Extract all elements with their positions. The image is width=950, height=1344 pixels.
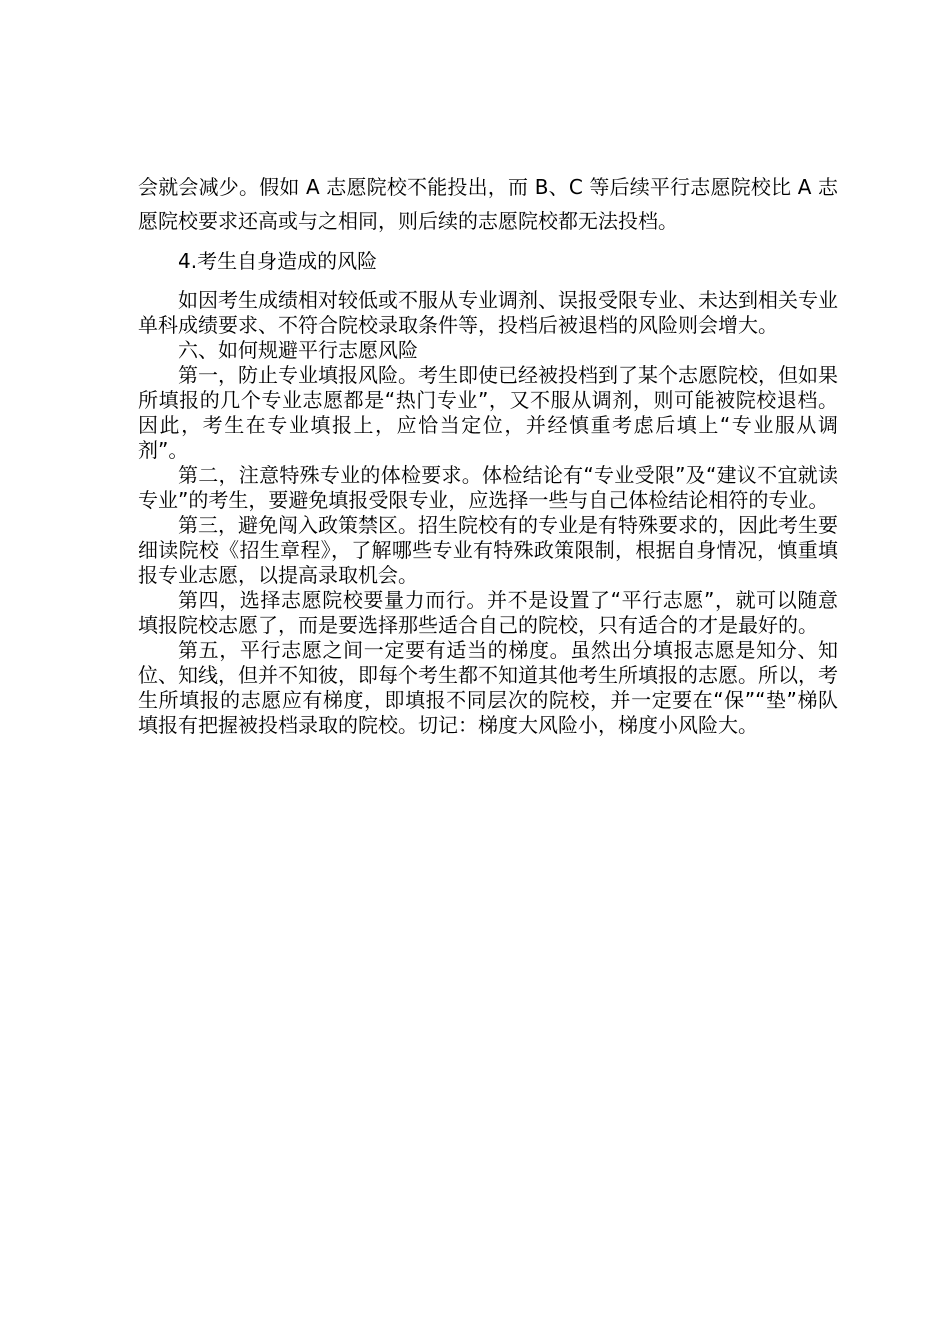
paragraph-third: 第三，避免闯入政策禁区。招生院校有的专业是有特殊要求的，因此考生要细读院校《招生章程》，了解哪些专业有特殊政策限制，根据自身情况，慎重填报专业志愿，以提高录取机会。 [138,513,838,587]
document-body [138,170,838,738]
paragraph-fifth: 第五，平行志愿之间一定要有适当的梯度。虽然出分填报志愿是知分、知位、知线，但并不知彼，即每个考生都不知道其他考生所填报的志愿。所以，考生所填报的志愿应有梯度，即填报不同层次的院校，并一定要在“保”“垫”梯队填报有把握被投档录取的院校。切记：梯度大风险小，梯度小风险大。 [138,638,838,737]
section-heading-avoid-risk: 六、如何规避平行志愿风险 [178,338,418,362]
paragraph-fourth: 第四，选择志愿院校要量力而行。并不是设置了“平行志愿”，就可以随意填报院校志愿了，而是要选择那些适合自己的院校，只有适合的才是最好的。 [138,588,838,637]
paragraph-continuation: 会就会减少。假如 A 志愿院校不能投出，而 B、C 等后续平行志愿院校比 A 志愿院校要求还高或与之相同，则后续的志愿院校都无法投档。 [138,175,838,233]
paragraph-self-risk: 如因考生成绩相对较低或不服从专业调剂、误报受限专业、未达到相关专业单科成绩要求、不符合院校录取条件等，投档后被退档的风险则会增大。 [138,288,838,337]
paragraph-first: 第一，防止专业填报风险。考生即使已经被投档到了某个志愿院校，但如果所填报的几个专业志愿都是“热门专业”，又不服从调剂，则可能被院校退档。因此，考生在专业填报上，应恰当定位，并经慎重考虑后填上“专业服从调剂”。 [138,363,838,462]
subheading-self-risk: 4.考生自身造成的风险 [178,249,378,273]
paragraph-second: 第二，注意特殊专业的体检要求。体检结论有“专业受限”及“建议不宜就读专业”的考生，要避免填报受限专业，应选择一些与自己体检结论相符的专业。 [138,463,838,512]
